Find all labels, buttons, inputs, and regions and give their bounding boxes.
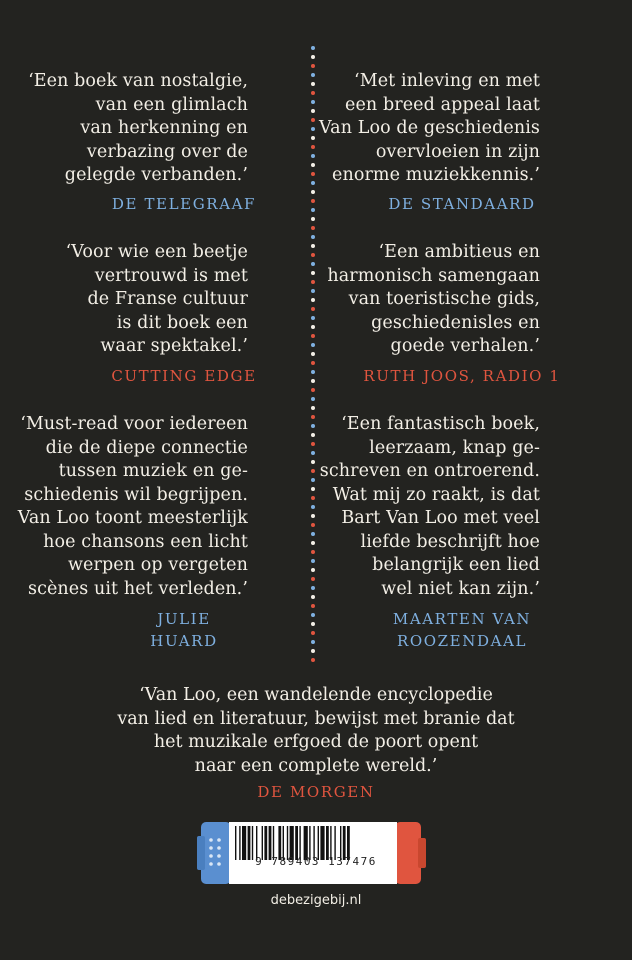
source-ruth-joos: RUTH JOOS, RADIO 1 <box>363 367 561 385</box>
divider-dot <box>311 649 315 653</box>
divider-dot <box>311 190 315 194</box>
divider-dot <box>311 370 315 374</box>
source-cutting-edge: CUTTING EDGE <box>111 367 257 385</box>
source-julie-huard: JULIE HUARD <box>150 610 218 650</box>
quote-de-morgen: ‘Van Loo, een wandelende encyclopedie van lied en literatuur, bewijst met branie dat het muzikale erfgoed de poort opent naar een complete wereld.’ <box>117 685 515 776</box>
divider-dot <box>311 613 315 617</box>
divider-dot <box>311 622 315 626</box>
quote-julie-huard: ‘Must-read voor iedereen die de diepe connectie tussen muziek en ge- schiedenis wil begrijpen. Van Loo toont meesterlijk hoe chansons een licht werpen op vergeten scènes uit het verleden.’ <box>17 414 248 599</box>
divider-dot <box>311 397 315 401</box>
source-standaard: DE STANDAARD <box>388 195 536 213</box>
divider-dot <box>311 64 315 68</box>
quote-maarten-van-roozendaal: ‘Een fantastisch boek, leerzaam, knap ge- schreven en ontroerend. Wat mij zo raakt, is dat Bart Van Loo met veel liefde beschrijft hoe belangrijk een lied wel niet kan zijn.’ <box>319 414 540 599</box>
publisher-website[interactable]: debezigebij.nl <box>270 893 362 908</box>
source-maarten-van-roozendaal: MAARTEN VAN ROOZENDAAL <box>392 610 532 650</box>
source-telegraaf: DE TELEGRAAF <box>111 195 257 213</box>
divider-dot <box>311 55 315 59</box>
divider-dot <box>311 379 315 383</box>
divider-dot <box>311 46 315 50</box>
quote-telegraaf: ‘Een boek van nostalgie, van een glimlach van herkenning en verbazing over de gelegde verbanden.’ <box>28 71 248 185</box>
divider-dot <box>311 217 315 221</box>
isbn-number: 9 789403 137476 <box>255 855 377 868</box>
quote-ruth-joos: ‘Een ambitieus en harmonisch samengaan van toeristische gids, geschiedenisles en goede verhalen.’ <box>327 242 540 356</box>
divider-dot <box>311 640 315 644</box>
divider-dot <box>311 361 315 365</box>
divider-dot <box>311 388 315 392</box>
accordion-barcode-icon <box>189 820 433 886</box>
source-de-morgen: DE MORGEN <box>257 783 375 801</box>
divider-dot <box>311 406 315 410</box>
quote-standaard: ‘Met inleving en met een breed appeal laat Van Loo de geschiedenis overvloeien in zijn enorme muziekkennis.’ <box>319 71 540 185</box>
divider-dot <box>311 631 315 635</box>
divider-dot <box>311 226 315 230</box>
quote-cutting-edge: ‘Voor wie een beetje vertrouwd is met de Franse cultuur is dit boek een waar spektakel.’ <box>65 242 248 356</box>
divider-dot <box>311 604 315 608</box>
divider-dot <box>311 658 315 662</box>
divider-dot <box>311 199 315 203</box>
divider-dot <box>311 235 315 239</box>
divider-dot <box>311 208 315 212</box>
